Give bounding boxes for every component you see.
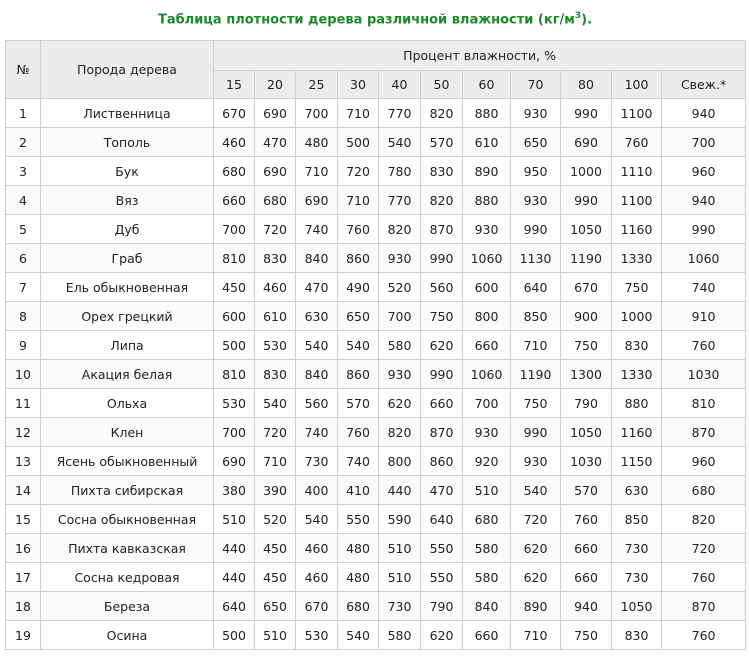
- header-moisture-column: 40: [379, 71, 421, 99]
- header-moisture-column: 70: [511, 71, 561, 99]
- table-row: [6, 389, 746, 418]
- density-value: 680: [214, 157, 255, 186]
- row-number: 1: [6, 99, 41, 128]
- density-value: 770: [379, 186, 421, 215]
- density-value: 710: [511, 621, 561, 650]
- table-title-superscript: 3: [574, 11, 582, 21]
- density-value: 440: [214, 563, 255, 592]
- density-value: 960: [662, 447, 746, 476]
- density-value: 1330: [612, 360, 662, 389]
- density-value: 790: [561, 389, 612, 418]
- density-value: 580: [379, 621, 421, 650]
- density-value: 640: [214, 592, 255, 621]
- density-value: 550: [421, 563, 463, 592]
- density-value: 830: [255, 244, 296, 273]
- row-number: 2: [6, 128, 41, 157]
- density-value: 710: [255, 447, 296, 476]
- density-value: 510: [379, 563, 421, 592]
- density-value: 440: [379, 476, 421, 505]
- density-value: 700: [463, 389, 511, 418]
- wood-species: Орех грецкий: [41, 302, 214, 331]
- density-value: 690: [214, 447, 255, 476]
- density-value: 940: [561, 592, 612, 621]
- density-value: 750: [511, 389, 561, 418]
- header-moisture-column: 50: [421, 71, 463, 99]
- density-value: 650: [511, 128, 561, 157]
- row-number: 14: [6, 476, 41, 505]
- density-value: 990: [511, 215, 561, 244]
- density-value: 540: [338, 621, 379, 650]
- density-value: 740: [338, 447, 379, 476]
- density-value: 860: [338, 360, 379, 389]
- density-value: 460: [296, 534, 338, 563]
- density-value: 920: [463, 447, 511, 476]
- density-value: 800: [463, 302, 511, 331]
- density-value: 580: [463, 534, 511, 563]
- table-row: [6, 621, 746, 650]
- density-value: 750: [561, 331, 612, 360]
- density-value: 1330: [612, 244, 662, 273]
- table-row: [6, 360, 746, 389]
- header-moisture-column: 60: [463, 71, 511, 99]
- density-value: 880: [463, 186, 511, 215]
- density-value: 470: [255, 128, 296, 157]
- density-value: 530: [214, 389, 255, 418]
- row-number: 17: [6, 563, 41, 592]
- density-value: 570: [421, 128, 463, 157]
- density-value: 960: [662, 157, 746, 186]
- density-value: 760: [662, 563, 746, 592]
- density-value: 500: [214, 621, 255, 650]
- density-value: 830: [612, 621, 662, 650]
- header-moisture-column: 30: [338, 71, 379, 99]
- density-value: 1150: [612, 447, 662, 476]
- density-value: 1160: [612, 215, 662, 244]
- wood-species: Сосна обыкновенная: [41, 505, 214, 534]
- density-table: [5, 40, 746, 650]
- wood-species: Ольха: [41, 389, 214, 418]
- density-value: 1060: [662, 244, 746, 273]
- density-value: 690: [561, 128, 612, 157]
- row-number: 6: [6, 244, 41, 273]
- density-value: 650: [338, 302, 379, 331]
- density-value: 590: [379, 505, 421, 534]
- density-value: 930: [379, 244, 421, 273]
- density-value: 770: [379, 99, 421, 128]
- density-value: 580: [463, 563, 511, 592]
- density-value: 870: [662, 418, 746, 447]
- wood-species: Бук: [41, 157, 214, 186]
- row-number: 4: [6, 186, 41, 215]
- density-value: 730: [612, 534, 662, 563]
- density-value: 660: [561, 534, 612, 563]
- row-number: 5: [6, 215, 41, 244]
- wood-species: Осина: [41, 621, 214, 650]
- table-row: [6, 563, 746, 592]
- density-value: 880: [612, 389, 662, 418]
- density-value: 660: [421, 389, 463, 418]
- wood-species: Граб: [41, 244, 214, 273]
- density-value: 1000: [612, 302, 662, 331]
- table-row: [6, 302, 746, 331]
- density-value: 1050: [561, 418, 612, 447]
- wood-species: Ясень обыкновенный: [41, 447, 214, 476]
- density-value: 460: [214, 128, 255, 157]
- row-number: 8: [6, 302, 41, 331]
- row-number: 9: [6, 331, 41, 360]
- density-value: 500: [214, 331, 255, 360]
- wood-species: Вяз: [41, 186, 214, 215]
- table-row: [6, 505, 746, 534]
- row-number: 7: [6, 273, 41, 302]
- density-value: 1160: [612, 418, 662, 447]
- density-value: 860: [338, 244, 379, 273]
- density-value: 720: [338, 157, 379, 186]
- density-value: 830: [421, 157, 463, 186]
- density-value: 720: [255, 418, 296, 447]
- header-number: №: [6, 41, 41, 99]
- density-value: 880: [463, 99, 511, 128]
- density-value: 720: [511, 505, 561, 534]
- table-row: [6, 418, 746, 447]
- header-moisture-percent: Процент влажности, %: [214, 41, 746, 71]
- header-moisture-column: 20: [255, 71, 296, 99]
- density-value: 380: [214, 476, 255, 505]
- density-value: 570: [338, 389, 379, 418]
- density-value: 680: [463, 505, 511, 534]
- density-value: 680: [662, 476, 746, 505]
- density-value: 950: [511, 157, 561, 186]
- density-value: 760: [338, 418, 379, 447]
- density-value: 660: [214, 186, 255, 215]
- density-value: 480: [338, 534, 379, 563]
- header-moisture-column: Свеж.*: [662, 71, 746, 99]
- header-moisture-column: 15: [214, 71, 255, 99]
- wood-species: Ель обыкновенная: [41, 273, 214, 302]
- density-value: 760: [662, 621, 746, 650]
- density-value: 540: [338, 331, 379, 360]
- density-value: 1050: [612, 592, 662, 621]
- density-value: 700: [662, 128, 746, 157]
- density-value: 990: [561, 186, 612, 215]
- row-number: 18: [6, 592, 41, 621]
- table-row: [6, 157, 746, 186]
- density-value: 1110: [612, 157, 662, 186]
- density-value: 510: [214, 505, 255, 534]
- density-value: 460: [255, 273, 296, 302]
- density-value: 690: [255, 157, 296, 186]
- density-value: 640: [421, 505, 463, 534]
- density-value: 560: [296, 389, 338, 418]
- density-value: 610: [463, 128, 511, 157]
- header-moisture-column: 80: [561, 71, 612, 99]
- density-value: 860: [421, 447, 463, 476]
- density-value: 730: [379, 592, 421, 621]
- density-value: 990: [662, 215, 746, 244]
- density-value: 870: [662, 592, 746, 621]
- density-value: 650: [255, 592, 296, 621]
- density-value: 510: [463, 476, 511, 505]
- density-value: 810: [662, 389, 746, 418]
- density-value: 630: [296, 302, 338, 331]
- row-number: 15: [6, 505, 41, 534]
- density-value: 620: [511, 534, 561, 563]
- density-value: 750: [421, 302, 463, 331]
- density-value: 930: [511, 186, 561, 215]
- density-value: 690: [296, 186, 338, 215]
- density-value: 1030: [662, 360, 746, 389]
- density-value: 450: [214, 273, 255, 302]
- density-value: 810: [214, 360, 255, 389]
- table-row: [6, 592, 746, 621]
- density-value: 620: [511, 563, 561, 592]
- density-value: 550: [338, 505, 379, 534]
- wood-species: Пихта кавказская: [41, 534, 214, 563]
- header-moisture-column: 25: [296, 71, 338, 99]
- density-value: 820: [421, 186, 463, 215]
- density-value: 820: [379, 418, 421, 447]
- table-row: [6, 476, 746, 505]
- density-value: 1190: [561, 244, 612, 273]
- table-row: [6, 534, 746, 563]
- header-species: Порода дерева: [41, 41, 214, 99]
- wood-species: Клен: [41, 418, 214, 447]
- density-value: 480: [296, 128, 338, 157]
- density-value: 680: [255, 186, 296, 215]
- density-value: 710: [338, 186, 379, 215]
- density-value: 990: [561, 99, 612, 128]
- density-value: 760: [662, 331, 746, 360]
- density-value: 1060: [463, 360, 511, 389]
- row-number: 11: [6, 389, 41, 418]
- density-value: 1030: [561, 447, 612, 476]
- wood-species: Сосна кедровая: [41, 563, 214, 592]
- density-value: 660: [561, 563, 612, 592]
- density-value: 400: [296, 476, 338, 505]
- density-value: 730: [612, 563, 662, 592]
- density-value: 810: [214, 244, 255, 273]
- density-value: 560: [421, 273, 463, 302]
- density-value: 850: [511, 302, 561, 331]
- density-value: 990: [421, 360, 463, 389]
- density-value: 780: [379, 157, 421, 186]
- density-value: 760: [612, 128, 662, 157]
- density-value: 700: [214, 418, 255, 447]
- density-value: 670: [214, 99, 255, 128]
- wood-species: Дуб: [41, 215, 214, 244]
- density-value: 740: [296, 215, 338, 244]
- density-value: 450: [255, 534, 296, 563]
- density-value: 510: [379, 534, 421, 563]
- density-value: 520: [255, 505, 296, 534]
- density-value: 540: [255, 389, 296, 418]
- density-value: 930: [511, 447, 561, 476]
- density-value: 620: [421, 621, 463, 650]
- density-value: 1050: [561, 215, 612, 244]
- density-value: 730: [296, 447, 338, 476]
- density-value: 610: [255, 302, 296, 331]
- density-value: 670: [561, 273, 612, 302]
- density-value: 830: [255, 360, 296, 389]
- density-value: 440: [214, 534, 255, 563]
- table-title-text: Таблица плотности дерева различной влажности (кг/м: [157, 12, 575, 28]
- density-value: 930: [511, 99, 561, 128]
- wood-species: Лиственница: [41, 99, 214, 128]
- density-value: 900: [561, 302, 612, 331]
- density-value: 1000: [561, 157, 612, 186]
- wood-species: Липа: [41, 331, 214, 360]
- density-value: 540: [296, 505, 338, 534]
- density-value: 840: [463, 592, 511, 621]
- table-row: [6, 186, 746, 215]
- density-value: 480: [338, 563, 379, 592]
- row-number: 19: [6, 621, 41, 650]
- density-value: 1130: [511, 244, 561, 273]
- density-value: 550: [421, 534, 463, 563]
- row-number: 13: [6, 447, 41, 476]
- density-value: 1100: [612, 186, 662, 215]
- density-value: 890: [463, 157, 511, 186]
- density-value: 820: [379, 215, 421, 244]
- density-value: 510: [255, 621, 296, 650]
- density-value: 1100: [612, 99, 662, 128]
- density-value: 710: [338, 99, 379, 128]
- density-value: 600: [463, 273, 511, 302]
- density-value: 740: [662, 273, 746, 302]
- density-value: 870: [421, 418, 463, 447]
- wood-species: Пихта сибирская: [41, 476, 214, 505]
- density-value: 630: [612, 476, 662, 505]
- density-value: 460: [296, 563, 338, 592]
- density-value: 910: [662, 302, 746, 331]
- density-value: 700: [379, 302, 421, 331]
- table-row: [6, 331, 746, 360]
- table-row: [6, 273, 746, 302]
- density-value: 940: [662, 186, 746, 215]
- density-value: 540: [296, 331, 338, 360]
- density-value: 800: [379, 447, 421, 476]
- table-row: [6, 244, 746, 273]
- density-value: 640: [511, 273, 561, 302]
- table-title: [0, 6, 750, 30]
- header-moisture-column: 100: [612, 71, 662, 99]
- table-row: [6, 99, 746, 128]
- wood-species: Акация белая: [41, 360, 214, 389]
- density-value: 760: [561, 505, 612, 534]
- density-value: 410: [338, 476, 379, 505]
- density-value: 890: [511, 592, 561, 621]
- density-value: 490: [338, 273, 379, 302]
- density-value: 600: [214, 302, 255, 331]
- density-value: 720: [255, 215, 296, 244]
- density-value: 700: [214, 215, 255, 244]
- wood-species: Береза: [41, 592, 214, 621]
- density-value: 940: [662, 99, 746, 128]
- density-value: 750: [561, 621, 612, 650]
- density-value: 620: [421, 331, 463, 360]
- row-number: 10: [6, 360, 41, 389]
- density-value: 930: [379, 360, 421, 389]
- density-value: 990: [421, 244, 463, 273]
- row-number: 12: [6, 418, 41, 447]
- density-value: 660: [463, 621, 511, 650]
- density-value: 620: [379, 389, 421, 418]
- density-value: 580: [379, 331, 421, 360]
- row-number: 16: [6, 534, 41, 563]
- density-value: 540: [379, 128, 421, 157]
- density-value: 750: [612, 273, 662, 302]
- density-value: 680: [338, 592, 379, 621]
- density-value: 470: [421, 476, 463, 505]
- density-value: 990: [511, 418, 561, 447]
- density-value: 720: [662, 534, 746, 563]
- density-value: 820: [662, 505, 746, 534]
- table-title-tail: ).: [581, 12, 593, 28]
- table-row: [6, 215, 746, 244]
- density-value: 840: [296, 244, 338, 273]
- density-value: 660: [463, 331, 511, 360]
- table-row: [6, 447, 746, 476]
- density-value: 930: [463, 418, 511, 447]
- density-value: 530: [296, 621, 338, 650]
- density-value: 570: [561, 476, 612, 505]
- density-value: 470: [296, 273, 338, 302]
- density-value: 700: [296, 99, 338, 128]
- density-value: 520: [379, 273, 421, 302]
- density-value: 1190: [511, 360, 561, 389]
- density-value: 840: [296, 360, 338, 389]
- density-value: 760: [338, 215, 379, 244]
- density-value: 790: [421, 592, 463, 621]
- density-value: 930: [463, 215, 511, 244]
- density-value: 690: [255, 99, 296, 128]
- density-value: 670: [296, 592, 338, 621]
- density-value: 530: [255, 331, 296, 360]
- density-value: 500: [338, 128, 379, 157]
- density-value: 740: [296, 418, 338, 447]
- density-value: 1060: [463, 244, 511, 273]
- table-row: [6, 128, 746, 157]
- density-value: 710: [511, 331, 561, 360]
- density-value: 850: [612, 505, 662, 534]
- density-value: 820: [421, 99, 463, 128]
- density-value: 870: [421, 215, 463, 244]
- density-value: 1300: [561, 360, 612, 389]
- density-value: 830: [612, 331, 662, 360]
- density-value: 710: [296, 157, 338, 186]
- wood-species: Тополь: [41, 128, 214, 157]
- row-number: 3: [6, 157, 41, 186]
- density-value: 540: [511, 476, 561, 505]
- density-value: 450: [255, 563, 296, 592]
- density-value: 390: [255, 476, 296, 505]
